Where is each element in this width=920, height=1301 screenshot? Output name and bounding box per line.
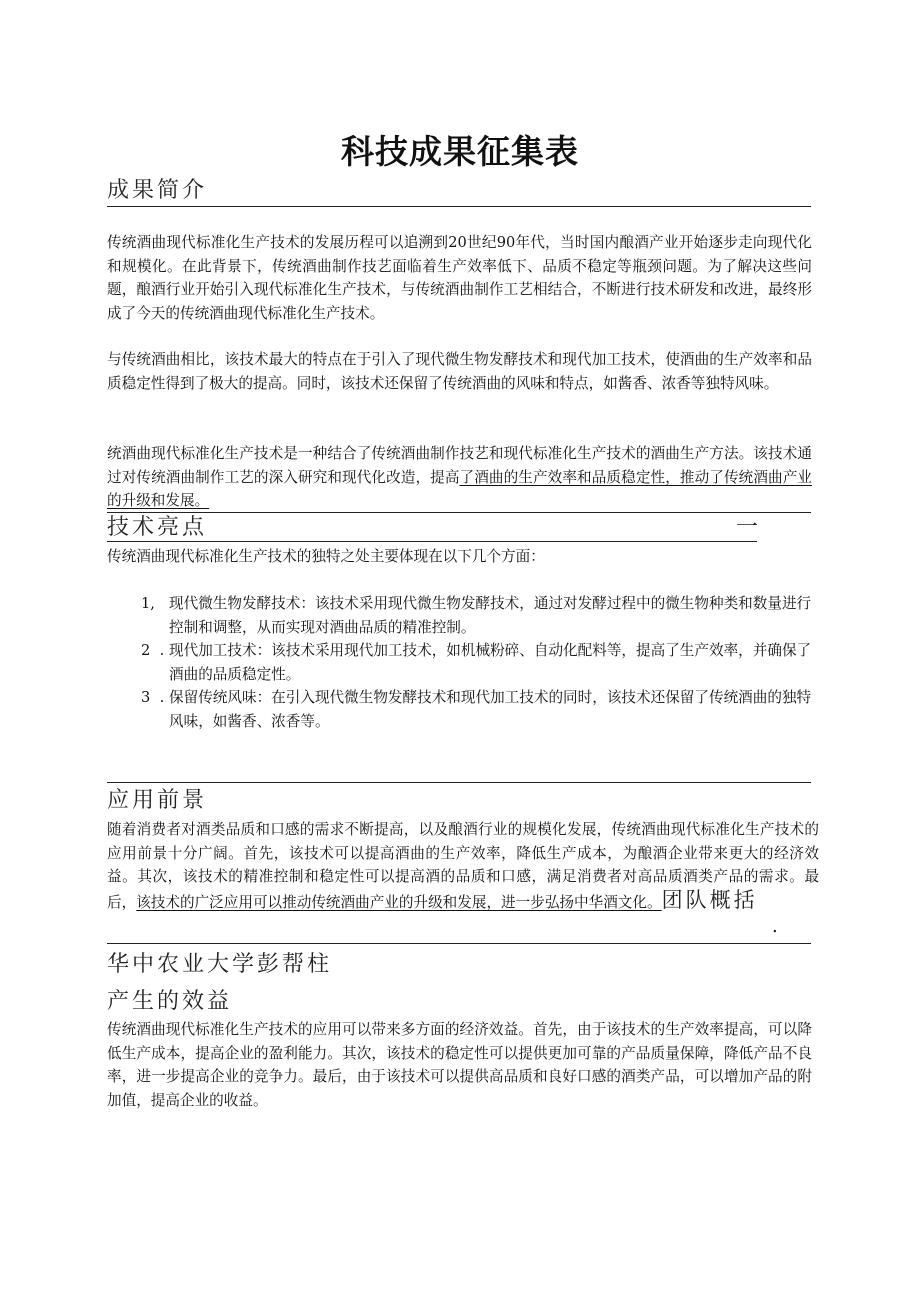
section-heading-benefits: 产生的效益 (107, 989, 233, 1014)
benefits-paragraph: 传统酒曲现代标准化生产技术的应用可以带来多方面的经济效益。首先，由于该技术的生产效率提高，可以降低生产成本，提高企业的盈利能力。其次，该技术的稳定性可以提供更加可靠的产品质量保障，降低产品不良率，进一步提高企业的竞争力。最后，由于该技术可以提供高品质和良好口感的酒类产品，可以增加产品的附加值，提高企业的收益。 (107, 1021, 812, 1109)
list-item (141, 686, 813, 733)
highlights-intro: 传统酒曲现代标准化生产技术的独特之处主要体现在以下几个方面： (107, 548, 545, 565)
summary-paragraph-1: 传统酒曲现代标准化生产技术的发展历程可以追溯到20世纪90年代，当时国内酿酒产业开始逐步走向现代化和规模化。在此背景下，传统酒曲制作技艺面临着生产效率低下、品质不稳定等瓶颈问题。为了解决这些问题，酿酒行业开始引入现代标准化生产技术，与传统酒曲制作工艺相结合，不断进行技术研发和改进，最终形成了今天的传统酒曲现代标准化生产技术。 (107, 234, 812, 322)
divider (107, 541, 757, 542)
prospects-text-underlined: 该技术的广泛应用可以推动传统酒曲产业的升级和发展，进一步弘扬中华酒文化。 (136, 893, 662, 911)
list-item (141, 639, 813, 686)
divider (107, 206, 811, 207)
section-heading-summary: 成果简介 (107, 178, 208, 203)
list-item-text: 保留传统风味：在引入现代微生物发酵技术和现代加工技术的同时，该技术还保留了传统酒曲的独特风味，如酱香、浓香等。 (169, 689, 812, 730)
prospects-text: 随着消费者对酒类品质和口感的需求不断提高，以及酿酒行业的规模化发展，传统酒曲现代标准化生产技术的应用前景十分广阔。首先，该技术可以提高酒曲的生产效率，降低生产成本，为酿酒企业带来更大的经济效益。其次，该技术的精准控制和稳定性可以提高酒的品质和口感，满足消费者对高品质酒类产品的需求。最后， (107, 821, 819, 911)
highlights-heading-mark: 一 (736, 515, 759, 540)
prospects-paragraph (107, 818, 819, 914)
divider (107, 943, 811, 944)
summary-paragraph-3-text: 统酒曲现代标准化生产技术是一种结合了传统酒曲制作技艺和现代标准化生产技术的酒曲生产方法。该技术通过对传统酒曲制作工艺的深入研究和现代化改造，提高 (107, 445, 812, 486)
list-item-number: 3 . (141, 689, 165, 706)
list-item-text: 现代微生物发酵技术：该技术采用现代微生物发酵技术，通过对发酵过程中的微生物种类和数量进行控制和调整，从而实现对酒曲品质的精准控制。 (169, 595, 812, 636)
summary-paragraph-2: 与传统酒曲相比，该技术最大的特点在于引入了现代微生物发酵技术和现代加工技术，使酒曲的生产效率和品质稳定性得到了极大的提高。同时，该技术还保留了传统酒曲的风味和特点，如酱香、浓香等独特风味。 (107, 351, 812, 392)
list-item-text: 现代加工技术：该技术采用现代加工技术，如机械粉碎、自动化配料等，提高了生产效率，并确保了酒曲的品质稳定性。 (169, 642, 812, 683)
list-item (141, 592, 813, 639)
team-name: 华中农业大学彭帮柱 (107, 952, 333, 977)
list-item-number: 1, (141, 595, 155, 612)
divider (107, 782, 811, 783)
section-heading-team: 团队概括 (661, 887, 758, 912)
page-title: 科技成果征集表 (341, 132, 579, 171)
team-heading-mark: . (772, 916, 778, 937)
section-heading-highlights: 技术亮点 (107, 515, 208, 540)
list-item-number: 2 . (141, 642, 165, 659)
summary-paragraph-3 (107, 442, 812, 513)
section-heading-prospects: 应用前景 (107, 788, 208, 813)
summary-paragraph-3-underlined: 了酒曲的生产效率和品质稳定性，推动了传统酒曲产业的升级和发展。 (107, 468, 812, 509)
divider (107, 512, 811, 513)
